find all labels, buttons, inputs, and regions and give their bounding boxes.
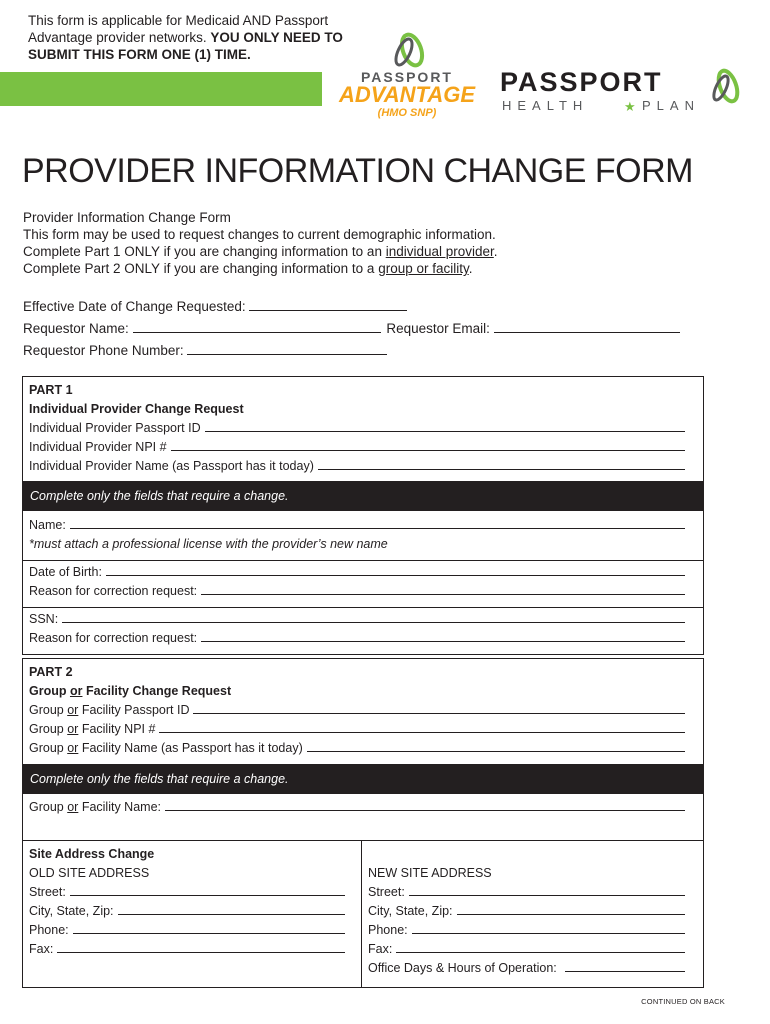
old-fax-row: Fax: (29, 942, 345, 956)
requestor-name-field[interactable] (133, 320, 381, 333)
individual-passport-id-field[interactable] (205, 421, 685, 432)
php-leaf-icon (711, 68, 741, 104)
group-npi-row: Group or Facility NPI # (29, 722, 685, 736)
license-note: *must attach a professional license with the provider’s new name (29, 537, 388, 551)
ssn-reason-field[interactable] (201, 631, 685, 642)
old-city-row: City, State, Zip: (29, 904, 345, 918)
individual-npi-field[interactable] (171, 440, 685, 451)
new-fax-field[interactable] (396, 942, 685, 953)
effective-date-field[interactable] (249, 298, 407, 311)
part2-section (22, 658, 704, 988)
individual-name-today-row: Individual Provider Name (as Passport has it today) (29, 459, 685, 473)
php-line2b: PLAN (642, 98, 700, 113)
php-line2a: HEALTH (502, 98, 589, 113)
passport-health-plan-logo (498, 64, 748, 114)
part1-divider-2 (23, 607, 703, 608)
form-notice: This form is applicable for Medicaid AND Passport Advantage provider networks. YOU ONLY NEED TO SUBMIT THIS FORM ONE (1) TIME. (28, 13, 343, 62)
individual-passport-id-row: Individual Provider Passport ID (29, 421, 685, 435)
group-facility-name-row: Group or Facility Name: (29, 800, 685, 814)
new-phone-field[interactable] (412, 923, 685, 934)
passport-advantage-logo (326, 30, 488, 120)
effective-date-row: Effective Date of Change Requested: (23, 298, 407, 314)
new-city-row: City, State, Zip: (368, 904, 685, 918)
old-city-field[interactable] (118, 904, 345, 915)
new-name-row: Name: (29, 518, 685, 532)
ssn-row: SSN: (29, 612, 685, 626)
passport-advantage-line3: (HMO SNP) (377, 107, 437, 119)
old-street-field[interactable] (70, 885, 345, 896)
old-phone-field[interactable] (73, 923, 345, 934)
dob-field[interactable] (106, 565, 685, 576)
individual-name-today-field[interactable] (318, 459, 685, 470)
group-facility-name-field[interactable] (165, 800, 685, 811)
part2-divider (23, 840, 703, 841)
site-address-heading: Site Address Change (29, 847, 155, 861)
new-site-heading: NEW SITE ADDRESS (368, 866, 492, 880)
page-title: PROVIDER INFORMATION CHANGE FORM (22, 152, 693, 190)
new-phone-row: Phone: (368, 923, 685, 937)
old-site-heading: OLD SITE ADDRESS (29, 866, 150, 880)
old-phone-row: Phone: (29, 923, 345, 937)
individual-npi-row: Individual Provider NPI # (29, 440, 685, 454)
new-name-field[interactable] (70, 518, 685, 529)
site-column-divider (361, 840, 362, 987)
part1-subheading: Individual Provider Change Request (29, 402, 244, 416)
part2-instruction-band: Complete only the fields that require a change. (23, 764, 703, 794)
part2-subheading: Group or Facility Change Request (29, 684, 232, 698)
office-hours-row: Office Days & Hours of Operation: (368, 961, 685, 975)
php-line1: PASSPORT (500, 67, 663, 97)
group-passport-id-row: Group or Facility Passport ID (29, 703, 685, 717)
part1-section (22, 376, 704, 655)
old-fax-field[interactable] (57, 942, 345, 953)
ssn-field[interactable] (62, 612, 685, 623)
new-street-row: Street: (368, 885, 685, 899)
requestor-name-row: Requestor Name: Requestor Email: (23, 320, 680, 336)
green-banner-bar (0, 72, 322, 106)
part1-divider-1 (23, 560, 703, 561)
office-hours-field[interactable] (565, 961, 685, 972)
group-name-today-row: Group or Facility Name (as Passport has it today) (29, 741, 685, 755)
passport-leaf-icon (326, 30, 488, 120)
old-street-row: Street: (29, 885, 345, 899)
new-street-field[interactable] (409, 885, 685, 896)
star-icon: ★ (624, 100, 636, 114)
requestor-phone-field[interactable] (187, 342, 387, 355)
passport-advantage-line1: PASSPORT (361, 69, 453, 85)
part1-heading: PART 1 (29, 383, 73, 397)
group-name-today-field[interactable] (307, 741, 685, 752)
new-fax-row: Fax: (368, 942, 685, 956)
intro-text: Provider Information Change Form This form may be used to request changes to current demographic information. Complete Part 1 ONLY if you are changing information to an individual provider. Complete Part 2 ONLY if you are changing information to a group or facility. (23, 210, 498, 276)
passport-advantage-line2: ADVANTAGE (338, 82, 476, 107)
part1-instruction-band: Complete only the fields that require a change. (23, 481, 703, 511)
dob-reason-row: Reason for correction request: (29, 584, 685, 598)
continued-on-back: CONTINUED ON BACK (641, 997, 725, 1006)
requestor-phone-row: Requestor Phone Number: (23, 342, 387, 358)
dob-reason-field[interactable] (201, 584, 685, 595)
ssn-reason-row: Reason for correction request: (29, 631, 685, 645)
group-npi-field[interactable] (159, 722, 685, 733)
group-passport-id-field[interactable] (193, 703, 685, 714)
dob-row: Date of Birth: (29, 565, 685, 579)
requestor-email-field[interactable] (494, 320, 680, 333)
new-city-field[interactable] (457, 904, 685, 915)
part2-heading: PART 2 (29, 665, 73, 679)
